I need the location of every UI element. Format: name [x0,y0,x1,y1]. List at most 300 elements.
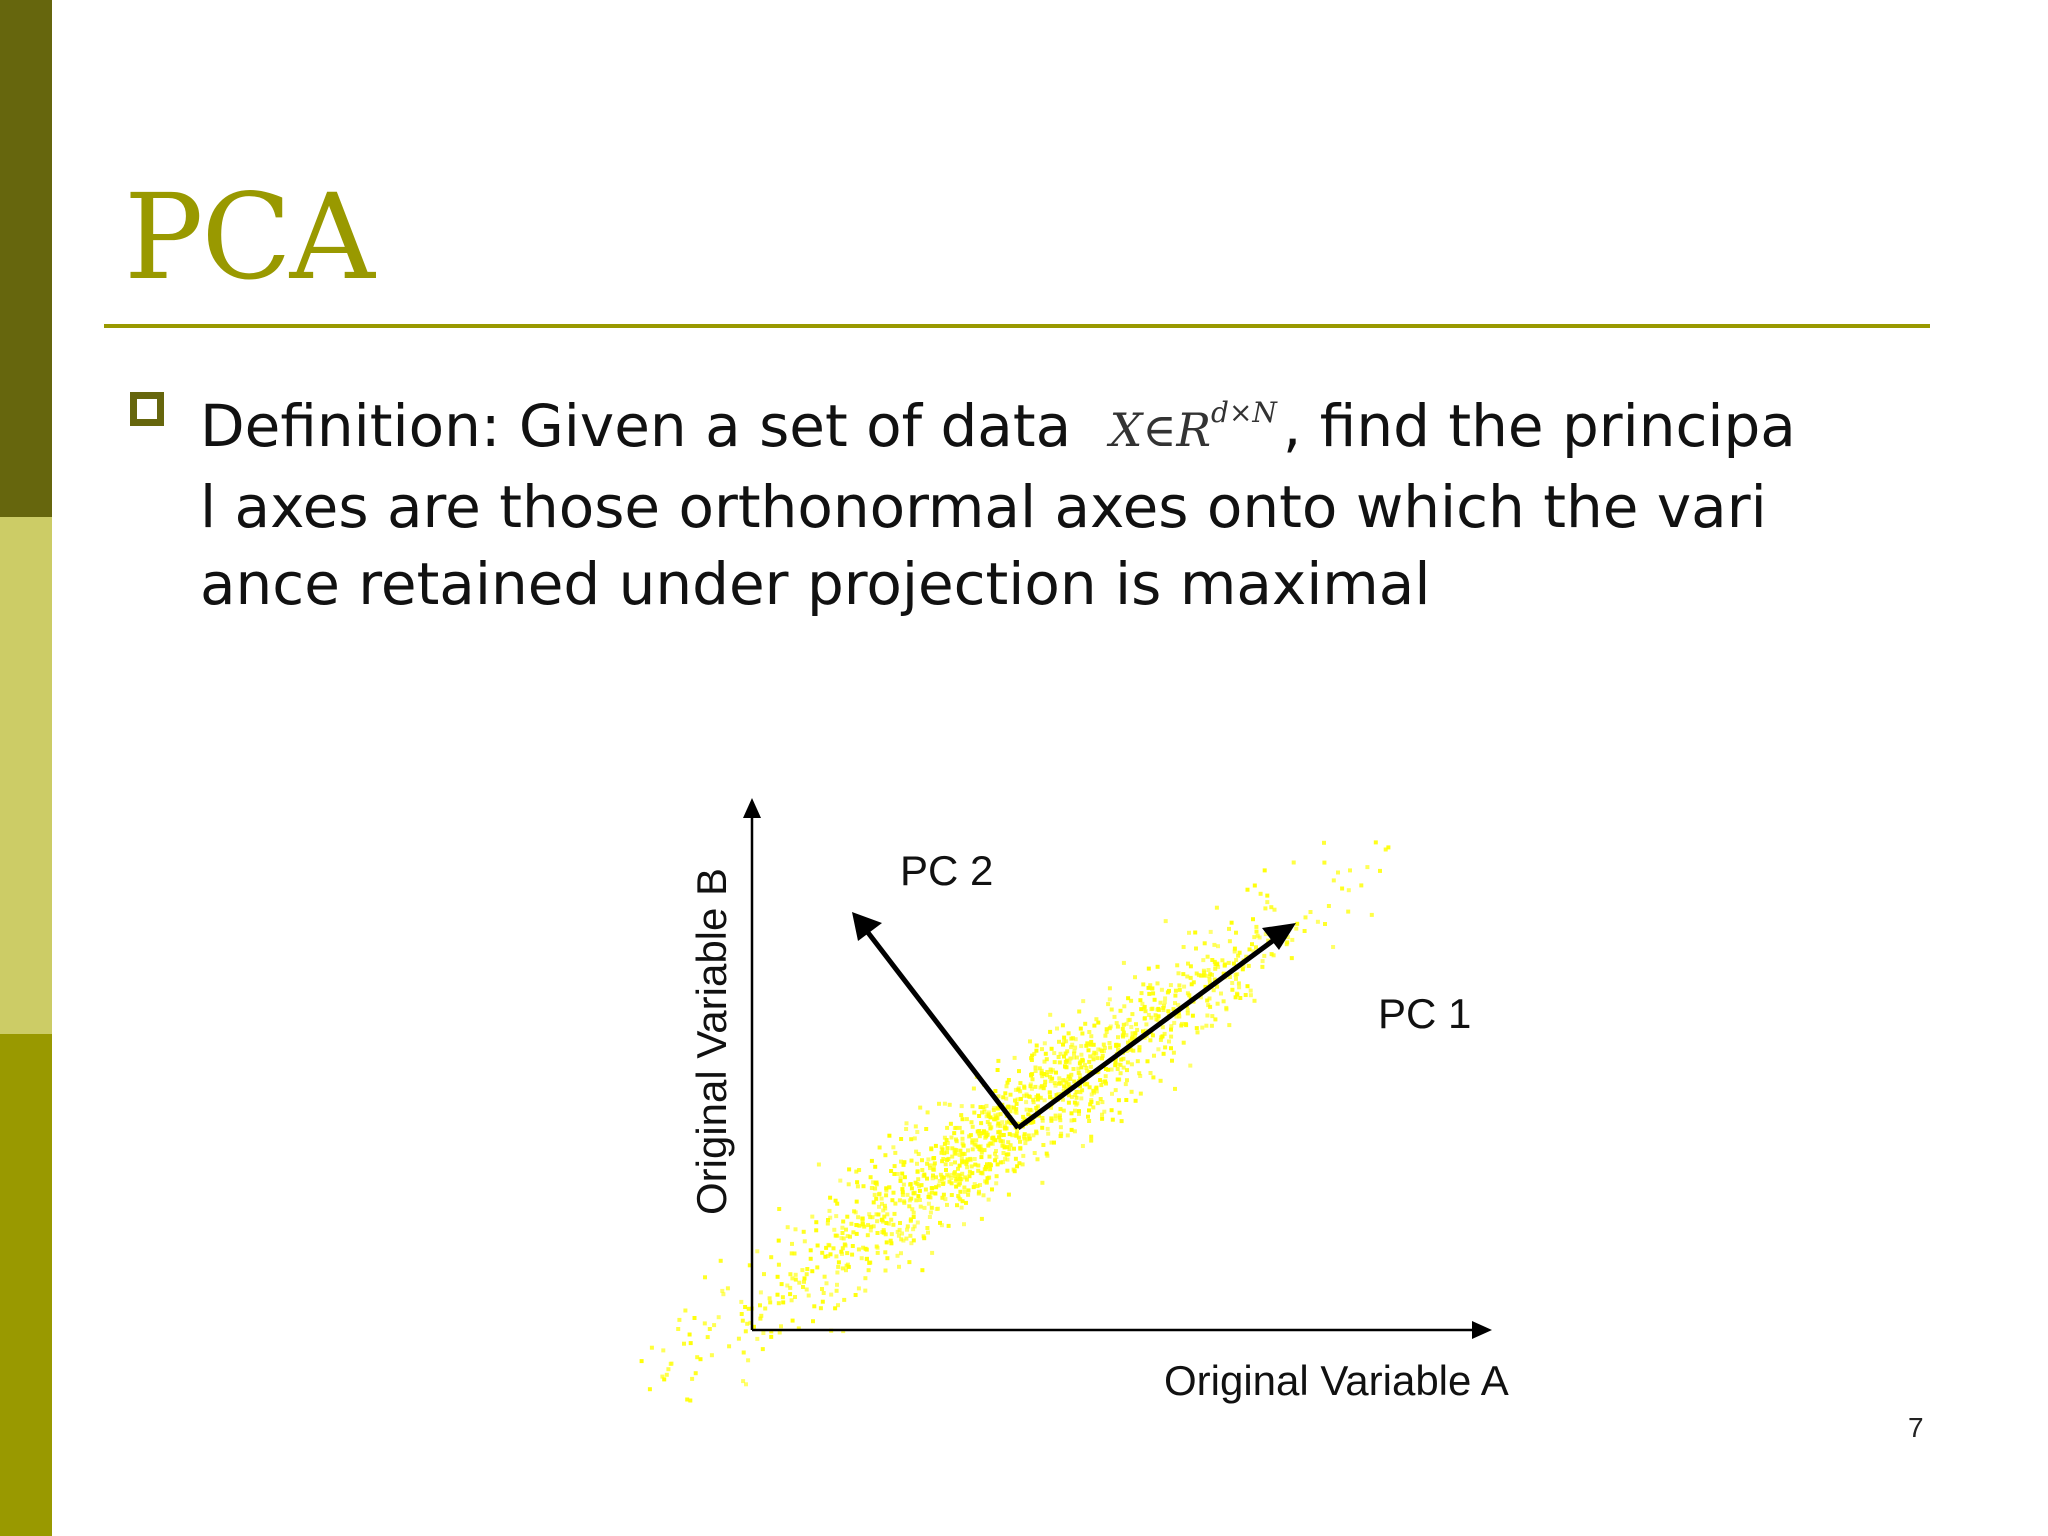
scatter-point [1025,1137,1029,1141]
scatter-point [1018,1140,1022,1144]
scatter-point [1003,1091,1007,1095]
scatter-point [1143,1017,1147,1021]
scatter-point [914,1150,918,1154]
scatter-point [1058,1060,1062,1064]
scatter-point [1156,1007,1160,1011]
scatter-point [929,1147,933,1151]
scatter-point [949,1162,953,1166]
scatter-point [856,1215,860,1219]
scatter-point [1050,1077,1054,1081]
scatter-point [1041,1143,1045,1147]
scatter-point [1384,848,1388,852]
scatter-point [1132,1038,1136,1042]
scatter-point [1129,1048,1133,1052]
scatter-point [720,1289,724,1293]
scatter-point [1079,1096,1083,1100]
scatter-point [876,1231,880,1235]
scatter-point [1012,1106,1016,1110]
scatter-point [982,1129,986,1133]
scatter-point [1156,1047,1160,1051]
scatter-point [912,1191,916,1195]
scatter-point [1063,1064,1067,1068]
scatter-point [824,1246,828,1250]
scatter-point [874,1181,878,1185]
scatter-point [958,1197,962,1201]
scatter-point [1133,1035,1137,1039]
scatter-point [1046,1127,1050,1131]
scatter-point [1116,1048,1120,1052]
scatter-point [988,1122,992,1126]
scatter-point [945,1158,949,1162]
scatter-point [846,1234,850,1238]
scatter-point [1149,1016,1153,1020]
scatter-point [896,1172,900,1176]
scatter-point [867,1212,871,1216]
scatter-point [650,1346,654,1350]
scatter-point [1052,1051,1056,1055]
scatter-point [1087,1119,1091,1123]
scatter-point [866,1233,870,1237]
scatter-point [1070,1119,1074,1123]
scatter-point [1139,1007,1143,1011]
scatter-point [1068,1077,1072,1081]
scatter-point [848,1235,852,1239]
scatter-point [793,1295,797,1299]
scatter-point [1196,1030,1200,1034]
scatter-point [890,1232,894,1236]
scatter-point [985,1131,989,1135]
scatter-point [979,1121,983,1125]
scatter-point [1177,1015,1181,1019]
scatter-point [996,1106,1000,1110]
scatter-point [699,1357,703,1361]
scatter-point [1063,1065,1067,1069]
scatter-point [961,1137,965,1141]
scatter-point [953,1148,957,1152]
scatter-point [877,1205,881,1209]
scatter-point [961,1152,965,1156]
scatter-point [1092,1051,1096,1055]
scatter-point [805,1272,809,1276]
scatter-point [905,1228,909,1232]
scatter-point [1073,1046,1077,1050]
scatter-point [1185,1004,1189,1008]
scatter-point [1061,1043,1065,1047]
scatter-point [1227,1023,1231,1027]
scatter-point [1195,1026,1199,1030]
scatter-point [1015,1164,1019,1168]
scatter-point [989,1125,993,1129]
scatter-point [916,1194,920,1198]
scatter-point [910,1186,914,1190]
scatter-point [942,1193,946,1197]
scatter-point [958,1126,962,1130]
scatter-point [1194,947,1198,951]
scatter-point [744,1382,748,1386]
scatter-point [960,1159,964,1163]
scatter-point [761,1347,765,1351]
scatter-point [1099,1097,1103,1101]
scatter-point [826,1243,830,1247]
scatter-point [1202,973,1206,977]
scatter-point [909,1217,913,1221]
scatter-point [1040,1071,1044,1075]
scatter-point [781,1295,785,1299]
scatter-point [1095,1086,1099,1090]
scatter-point [1265,900,1269,904]
scatter-point [966,1158,970,1162]
scatter-point [1210,958,1214,962]
scatter-point [727,1344,731,1348]
scatter-point [1064,1060,1068,1064]
scatter-point [981,1172,985,1176]
scatter-point [777,1207,781,1211]
scatter-point [1087,1108,1091,1112]
scatter-point [880,1202,884,1206]
scatter-point [977,1145,981,1149]
scatter-point [941,1182,945,1186]
scatter-point [826,1218,830,1222]
scatter-point [847,1167,851,1171]
scatter-point [1005,1120,1009,1124]
scatter-point [1103,1046,1107,1050]
scatter-point [1062,1109,1066,1113]
scatter-point [884,1193,888,1197]
scatter-point [997,1135,1001,1139]
scatter-point [1190,982,1194,986]
scatter-point [863,1289,867,1293]
scatter-point [931,1168,935,1172]
scatter-point [1159,1001,1163,1005]
scatter-point [950,1155,954,1159]
scatter-point [1111,1118,1115,1122]
scatter-point [842,1298,846,1302]
scatter-point [1043,1041,1047,1045]
scatter-point [1050,1101,1054,1105]
scatter-point [1263,868,1267,872]
scatter-point [913,1136,917,1140]
scatter-point [960,1130,964,1134]
scatter-point [1214,962,1218,966]
scatter-point [1007,1193,1011,1197]
scatter-point [960,1156,964,1160]
scatter-point [1131,1049,1135,1053]
scatter-point [1219,992,1223,996]
scatter-point [955,1177,959,1181]
scatter-point [855,1232,859,1236]
scatter-point [1015,1102,1019,1106]
scatter-point [972,1185,976,1189]
scatter-point [909,1241,913,1245]
scatter-point [1006,1105,1010,1109]
scatter-point [1001,1095,1005,1099]
scatter-point [1220,958,1224,962]
scatter-point [759,1314,763,1318]
scatter-point [1013,1099,1017,1103]
scatter-point [926,1110,930,1114]
scatter-point [1159,1079,1163,1083]
scatter-point [1023,1132,1027,1136]
scatter-point [1014,1157,1018,1161]
scatter-point [889,1169,893,1173]
scatter-point [965,1117,969,1121]
scatter-point [1207,974,1211,978]
scatter-point [682,1342,686,1346]
scatter-point [1048,1075,1052,1079]
scatter-point [887,1185,891,1189]
scatter-point [758,1317,762,1321]
scatter-point [875,1182,879,1186]
scatter-point [1045,1073,1049,1077]
scatter-point [1182,985,1186,989]
scatter-point [1204,985,1208,989]
scatter-point [1062,1078,1066,1082]
scatter-point [958,1177,962,1181]
scatter-point [934,1185,938,1189]
scatter-point [670,1362,674,1366]
scatter-point [1172,1007,1176,1011]
scatter-point [875,1245,879,1249]
scatter-point [996,1068,1000,1072]
scatter-point [768,1300,772,1304]
scatter-point [1278,942,1282,946]
scatter-point [1186,991,1190,995]
scatter-point [1157,1008,1161,1012]
scatter-point [1031,1133,1035,1137]
scatter-point [1212,943,1216,947]
scatter-point [1122,1004,1126,1008]
scatter-point [899,1237,903,1241]
scatter-point [1223,963,1227,967]
scatter-point [1148,1038,1152,1042]
scatter-point [996,1130,1000,1134]
scatter-point [876,1246,880,1250]
scatter-point [913,1224,917,1228]
scatter-point [1009,1121,1013,1125]
scatter-point [1167,1040,1171,1044]
scatter-point [861,1217,865,1221]
scatter-point [1174,989,1178,993]
scatter-point [785,1284,789,1288]
scatter-point [1089,1098,1093,1102]
scatter-point [1072,1056,1076,1060]
scatter-point [983,1179,987,1183]
scatter-point [1154,1017,1158,1021]
scatter-point [995,1174,999,1178]
scatter-point [1184,1022,1188,1026]
scatter-point [1032,1052,1036,1056]
scatter-point [968,1174,972,1178]
scatter-point [959,1113,963,1117]
scatter-point [1083,1063,1087,1067]
scatter-point [1163,1000,1167,1004]
scatter-point [1078,1090,1082,1094]
scatter-point [660,1375,664,1379]
scatter-point [1154,1013,1158,1017]
scatter-point [953,1126,957,1130]
scatter-point [743,1305,747,1309]
scatter-point [1215,985,1219,989]
scatter-point [928,1195,932,1199]
scatter-point [1036,1104,1040,1108]
scatter-point [685,1398,689,1402]
scatter-point [960,1160,964,1164]
scatter-point [1232,962,1236,966]
scatter-point [1340,887,1344,891]
scatter-point [1079,1044,1083,1048]
scatter-point [1116,1078,1120,1082]
scatter-point [994,1181,998,1185]
scatter-point [1119,1009,1123,1013]
scatter-point [977,1147,981,1151]
scatter-point [944,1168,948,1172]
scatter-point [1101,1080,1105,1084]
scatter-point [1117,1078,1121,1082]
scatter-point [954,1148,958,1152]
scatter-point [1029,1084,1033,1088]
scatter-point [763,1307,767,1311]
scatter-point [893,1164,897,1168]
scatter-point [746,1358,750,1362]
scatter-point [1042,1086,1046,1090]
scatter-point [768,1296,772,1300]
scatter-point [1117,1043,1121,1047]
scatter-point [988,1126,992,1130]
scatter-point [954,1152,958,1156]
scatter-point [840,1236,844,1240]
scatter-point [1144,1009,1148,1013]
scatter-point [999,1133,1003,1137]
scatter-point [1102,1049,1106,1053]
scatter-point [1108,986,1112,990]
scatter-point [1133,1031,1137,1035]
scatter-point [928,1166,932,1170]
scatter-point [1234,977,1238,981]
scatter-point [1253,999,1257,1003]
scatter-point [706,1335,710,1339]
scatter-point [1156,965,1160,969]
scatter-point [889,1241,893,1245]
scatter-point [1113,1015,1117,1019]
scatter-point [809,1257,813,1261]
scatter-point [797,1281,801,1285]
scatter-point [1147,967,1151,971]
scatter-point [811,1319,815,1323]
scatter-point [915,1130,919,1134]
scatter-point [970,1120,974,1124]
scatter-point [878,1146,882,1150]
scatter-point [1331,945,1335,949]
scatter-point [841,1220,845,1224]
scatter-point [815,1265,819,1269]
scatter-point [1070,1111,1074,1115]
scatter-point [979,1105,983,1109]
scatter-point [925,1177,929,1181]
scatter-point [976,1145,980,1149]
scatter-point [923,1174,927,1178]
scatter-point [1151,986,1155,990]
scatter-point [1162,1008,1166,1012]
scatter-point [1075,1090,1079,1094]
scatter-point [861,1219,865,1223]
scatter-point [1029,1074,1033,1078]
scatter-point [1086,1115,1090,1119]
scatter-point [741,1379,745,1383]
scatter-point [1163,1045,1167,1049]
scatter-point [1144,1029,1148,1033]
scatter-point [1079,1065,1083,1069]
scatter-point [1187,993,1191,997]
scatter-point [829,1329,833,1333]
scatter-point [1074,1037,1078,1041]
scatter-point [666,1367,670,1371]
scatter-point [1124,1082,1128,1086]
scatter-point [1102,1043,1106,1047]
scatter-point [870,1186,874,1190]
scatter-point [1070,1095,1074,1099]
scatter-point [1006,1081,1010,1085]
scatter-point [1236,954,1240,958]
scatter-point [993,1089,997,1093]
scatter-point [940,1151,944,1155]
scatter-point [1014,1134,1018,1138]
scatter-point [1207,968,1211,972]
scatter-point [1025,1092,1029,1096]
scatter-point [1053,1117,1057,1121]
scatter-point [1089,1135,1093,1139]
scatter-point [794,1278,798,1282]
scatter-point [1322,861,1326,865]
scatter-point [1148,983,1152,987]
scatter-point [1017,1125,1021,1129]
scatter-point [1119,1071,1123,1075]
scatter-point [1177,1011,1181,1015]
scatter-point [803,1276,807,1280]
scatter-point [908,1234,912,1238]
scatter-point [693,1316,697,1320]
scatter-point [973,1157,977,1161]
scatter-point [979,1148,983,1152]
scatter-point [690,1377,694,1381]
scatter-point [989,1163,993,1167]
scatter-point [912,1192,916,1196]
scatter-point [1077,1071,1081,1075]
scatter-point [1336,871,1340,875]
scatter-point [1081,1144,1085,1148]
scatter-point [986,1120,990,1124]
scatter-point [857,1168,861,1172]
scatter-point [965,1178,969,1182]
scatter-point [1156,981,1160,985]
scatter-point [822,1291,826,1295]
scatter-point [1040,1181,1044,1185]
scatter-point [916,1221,920,1225]
scatter-point [1043,1098,1047,1102]
scatter-point [1003,1127,1007,1131]
scatter-point [1173,1001,1177,1005]
scatter-point [917,1184,921,1188]
scatter-point [1077,1083,1081,1087]
scatter-point [1002,1151,1006,1155]
scatter-point [1249,993,1253,997]
scatter-point [1147,986,1151,990]
scatter-point [1013,1056,1017,1060]
scatter-point [1066,1086,1070,1090]
scatter-point [1004,1097,1008,1101]
scatter-point [1261,959,1265,963]
scatter-point [904,1237,908,1241]
scatter-point [1017,1136,1021,1140]
